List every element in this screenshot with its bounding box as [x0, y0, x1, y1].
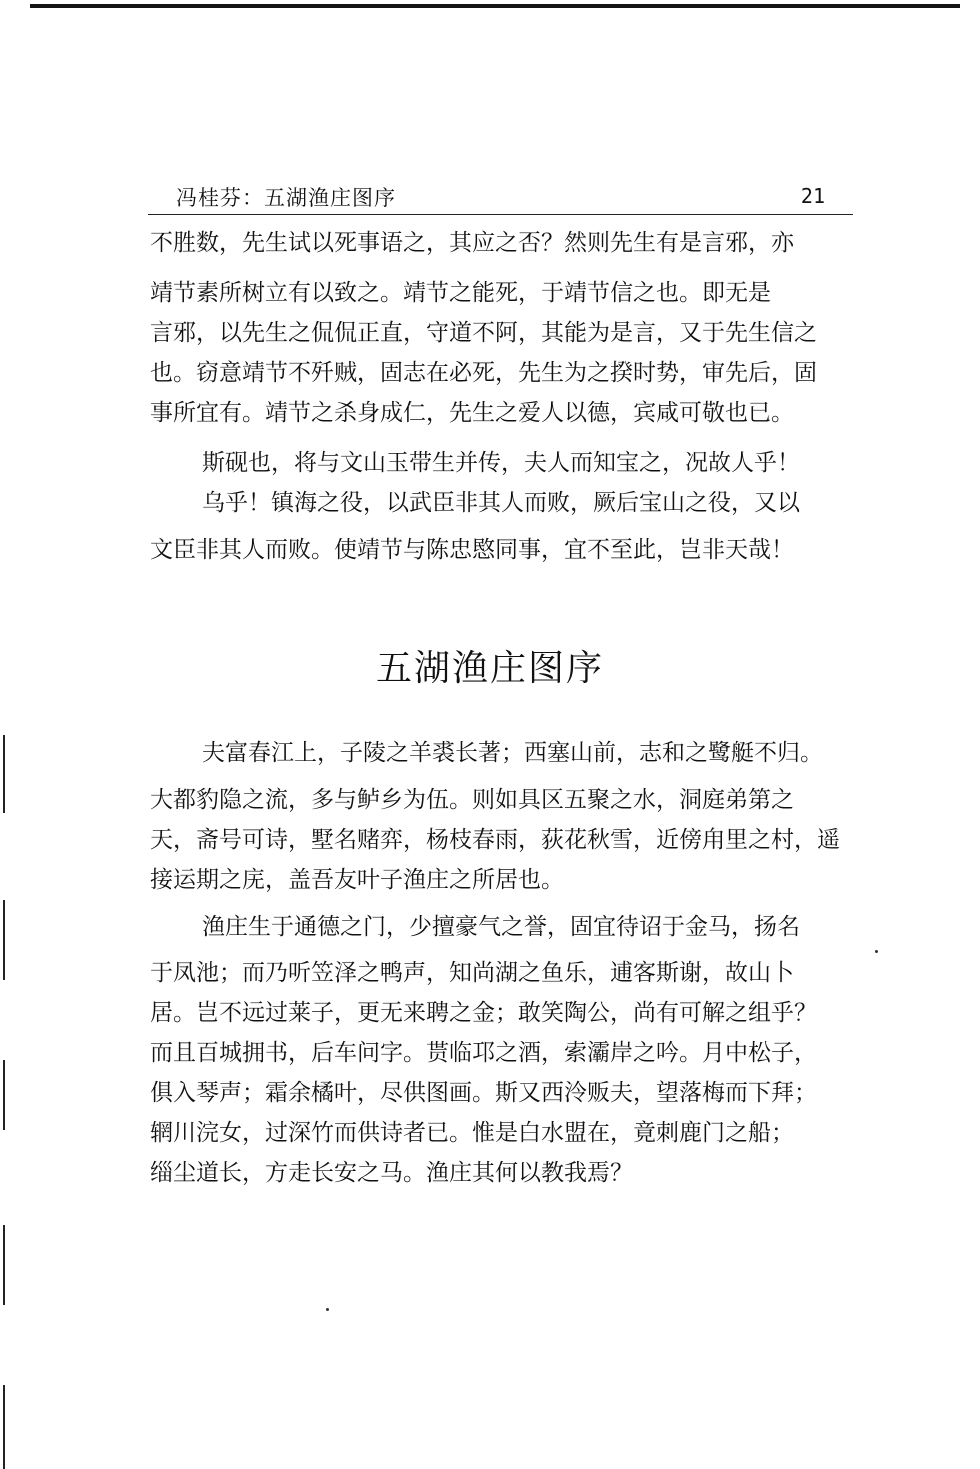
text-line: 文臣非其人而败。使靖节与陈忠愍同事，宜不至此，岂非天哉！ [150, 537, 794, 563]
paragraph-start-line: 渔庄生于通德之门，少擅豪气之誉，固宜待诏于金马，扬名 [202, 914, 800, 940]
paragraph-start-line: 乌乎！镇海之役，以武臣非其人而败，厥后宝山之役，又以 [202, 490, 800, 516]
text-line: 也。窃意靖节不歼贼，固志在必死，先生为之揆时势，审先后，固 [150, 360, 817, 386]
top-border-rule [30, 4, 960, 8]
running-header [148, 180, 853, 215]
scan-margin-rule [3, 900, 5, 980]
running-title: 冯桂芬：五湖渔庄图序 [176, 186, 396, 210]
text-line: 靖节素所树立有以致之。靖节之能死，于靖节信之也。即无是 [150, 280, 771, 306]
text-line: 言邪，以先生之侃侃正直，守道不阿，其能为是言，又于先生信之 [150, 320, 817, 346]
text-line: 天，斋号可诗，墅名赌弈，杨枝春雨，荻花秋雪，近傍甪里之村，遥 [150, 827, 840, 853]
scan-margin-rule [3, 1060, 5, 1130]
paragraph-start-line: 夫富春江上，子陵之羊裘长著；西塞山前，志和之鹭艇不归。 [202, 740, 823, 766]
text-line: 辋川浣女，过深竹而供诗者已。惟是白水盟在，竟刺鹿门之船； [150, 1120, 794, 1146]
scan-speck [326, 1308, 329, 1311]
scan-margin-rule [3, 1225, 5, 1305]
text-line: 居。岂不远过莱子，更无来聘之金；敢笑陶公，尚有可解之组乎？ [150, 1000, 817, 1026]
text-line: 而且百城拥书，后车问字。贳临邛之酒，索灞岸之吟。月中松子， [150, 1040, 817, 1066]
text-line: 接运期之庑，盖吾友叶子渔庄之所居也。 [150, 867, 564, 893]
paragraph-start-line: 斯砚也，将与文山玉带生并传，夫人而知宝之，况故人乎！ [202, 450, 800, 476]
section-title: 五湖渔庄图序 [375, 648, 604, 689]
text-line: 俱入琴声；霜余橘叶，尽供图画。斯又西泠贩夫，望落梅而下拜； [150, 1080, 817, 1106]
text-line: 大都豹隐之流，多与鲈乡为伍。则如具区五聚之水，洞庭弟第之 [150, 787, 794, 813]
page-number: 21 [800, 184, 825, 208]
text-line: 于凤池；而乃听笠泽之鸭声，知尚湖之鱼乐，逋客斯谢，故山卜 [150, 960, 794, 986]
text-line: 不胜数，先生试以死事语之，其应之否？然则先生有是言邪，亦 [150, 230, 794, 256]
scan-margin-rule [3, 735, 5, 813]
text-line: 事所宜有。靖节之杀身成仁，先生之爱人以德，宾咸可敬也已。 [150, 400, 794, 426]
scan-margin-rule [3, 1385, 5, 1469]
text-line: 缁尘道长，方走长安之马。渔庄其何以教我焉？ [150, 1160, 633, 1186]
scan-speck [875, 950, 878, 953]
